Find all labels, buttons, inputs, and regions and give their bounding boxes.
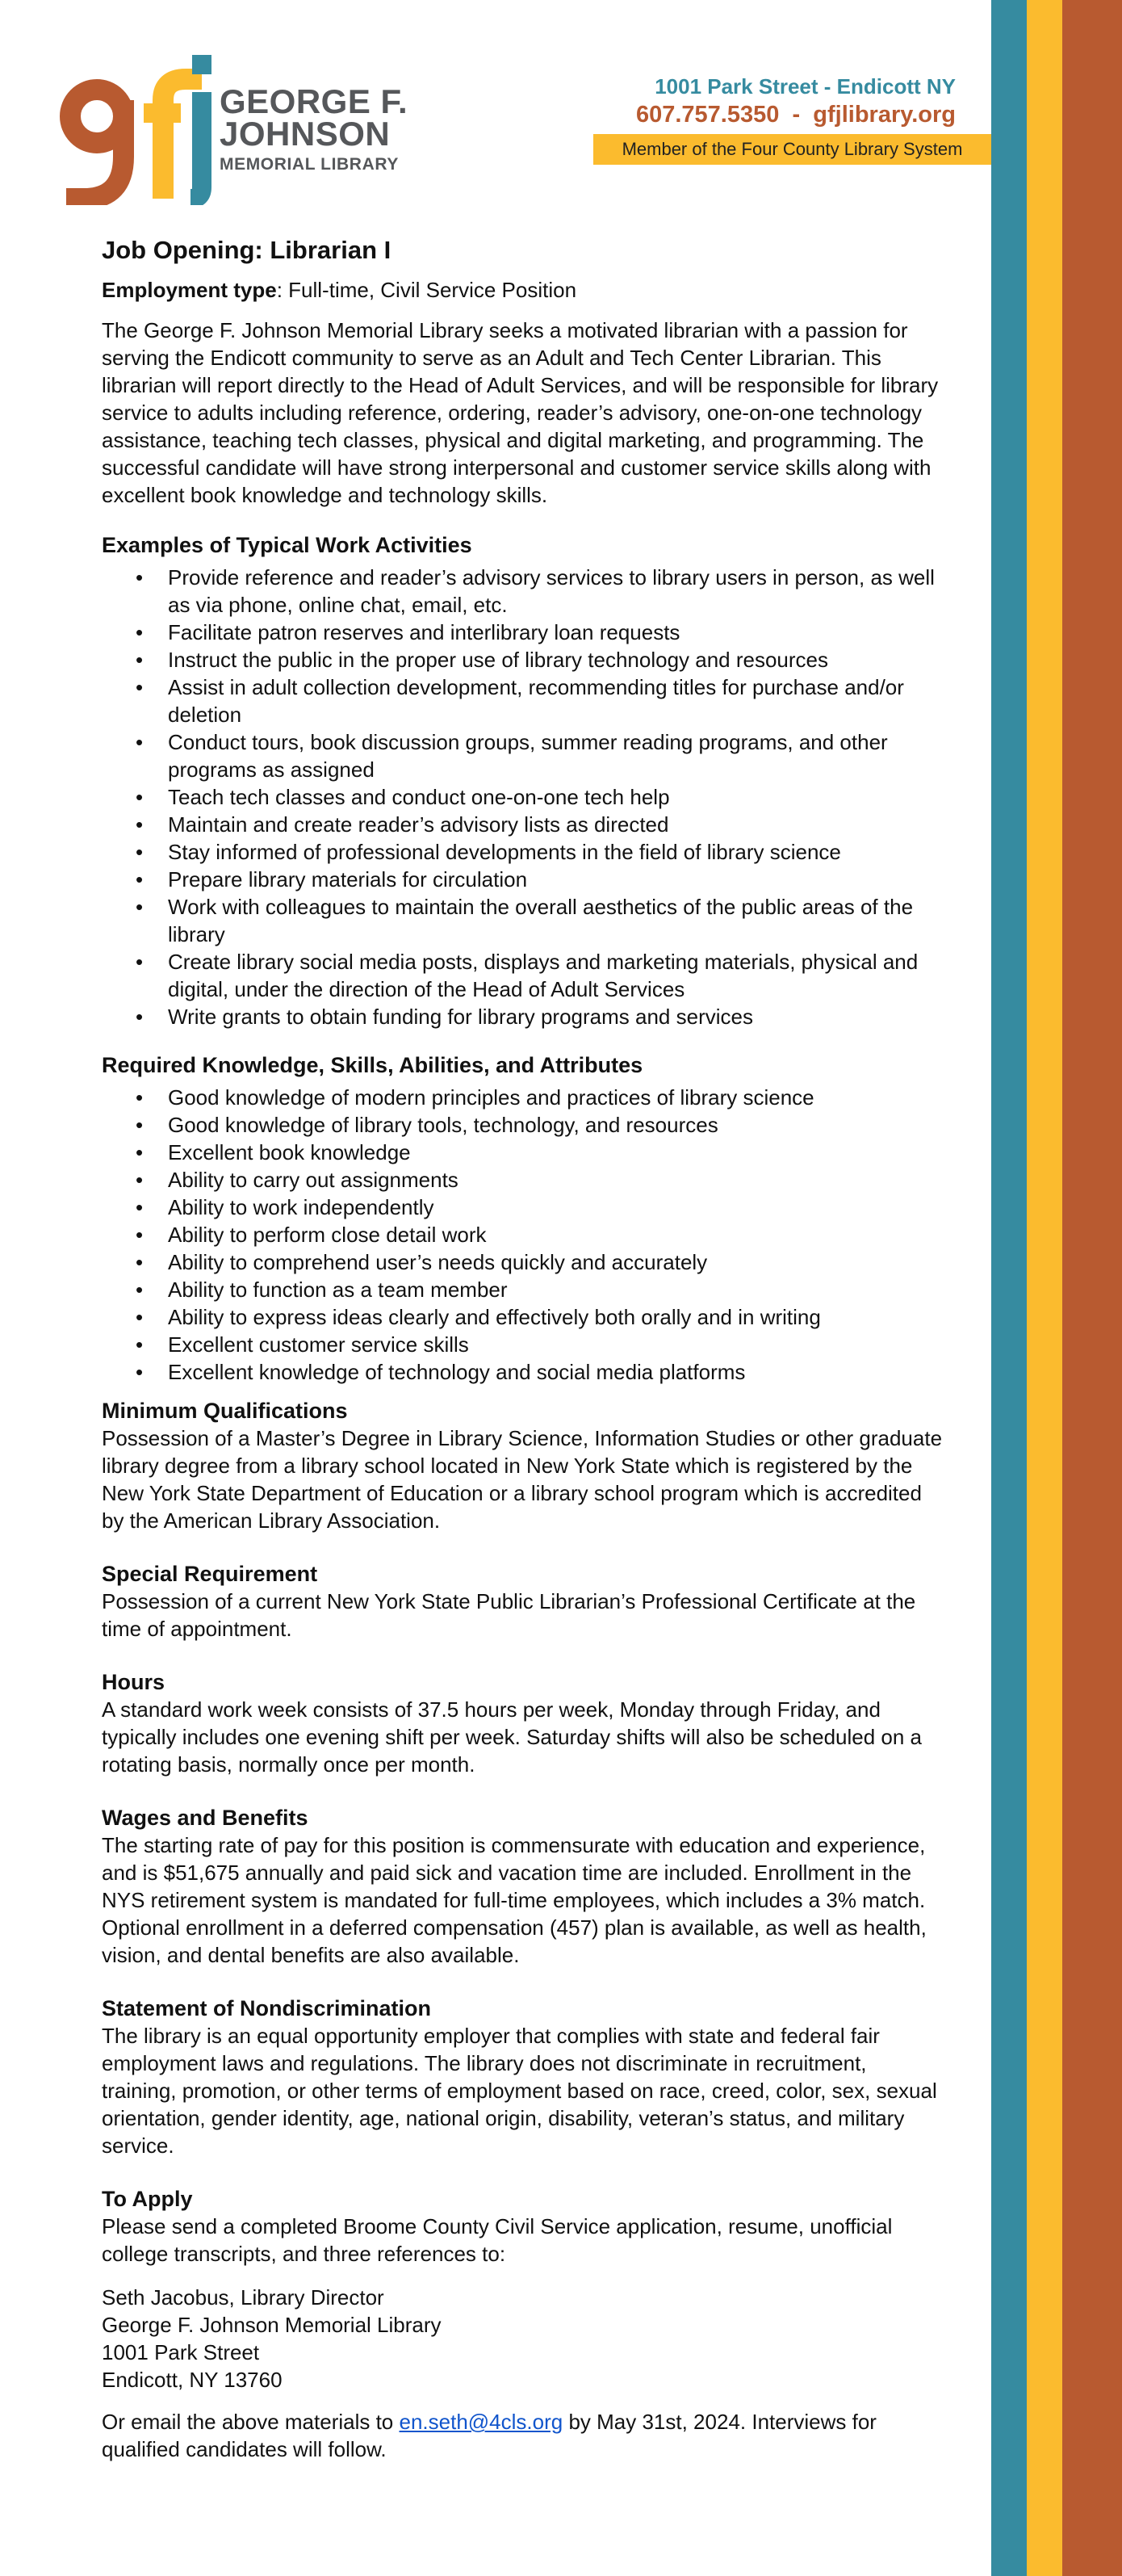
activities-list — [102, 564, 946, 1030]
apply-text: Please send a completed Broome County Civil Service application, resume, unofficial college transcripts, and three references to: — [102, 2214, 893, 2266]
list-item: • Maintain and create reader’s advisory lists as directed — [168, 811, 946, 838]
job-intro: The George F. Johnson Memorial Library seeks a motivated librarian with a passion for serving the Endicott community to serve as an Adult and Tech Center Librarian. This librarian will report directly to the Head of Adult Services, and will be responsible for library service to adults including reference, ordering, reader’s advisory, one-on-one technology assistance, teaching tech classes, physical and digital marketing, and programming. The successful candidate will have strong interpersonal and customer service skills along with excellent book knowledge and technology skills. — [102, 318, 939, 507]
stripe-rust — [1062, 0, 1122, 2576]
address-line: Seth Jacobus, Library Director — [102, 2285, 384, 2310]
list-item: • Ability to work independently — [168, 1194, 946, 1221]
employment-type-value: : Full-time, Civil Service Position — [276, 278, 577, 302]
logo-line-2: JOHNSON — [220, 115, 391, 153]
list-item: • Good knowledge of modern principles and practices of library science — [168, 1084, 946, 1111]
logo-wordmark — [220, 82, 408, 176]
library-logo — [60, 52, 415, 205]
nondiscrimination-text: The library is an equal opportunity employer that complies with state and federal fair employment laws and regulations. The library does not discriminate in recruitment, training, promotion, or other terms of employment based on race, creed, color, sex, sexual orientation, gender identity, age, national origin, disability, veteran’s status, and military service. — [102, 2024, 937, 2158]
special-requirement-section — [102, 1560, 946, 1643]
list-item: • Ability to carry out assignments — [168, 1166, 946, 1194]
min-qualifications-section — [102, 1397, 946, 1534]
list-item: • Provide reference and reader’s advisory services to library users in person, as well as via phone, online chat, email, etc. — [168, 564, 946, 619]
list-item: • Conduct tours, book discussion groups, summer reading programs, and other programs as assigned — [168, 728, 946, 783]
hours-heading: Hours — [102, 1670, 165, 1694]
email-suffix: by May 31st, 2024. Interviews for qualified candidates will follow. — [102, 2410, 877, 2461]
apply-section — [102, 2185, 946, 2463]
header-address: 1001 Park Street - Endicott NY — [655, 74, 956, 99]
list-item: • Ability to comprehend user’s needs quickly and accurately — [168, 1248, 946, 1276]
nondiscrimination-heading: Statement of Nondiscrimination — [102, 1996, 432, 2020]
skills-list — [102, 1084, 946, 1386]
address-line: George F. Johnson Memorial Library — [102, 2313, 442, 2337]
list-item: • Teach tech classes and conduct one-on-one tech help — [168, 783, 946, 811]
special-requirement-heading: Special Requirement — [102, 1562, 318, 1586]
header-phone: 607.757.5350 — [635, 102, 780, 128]
nondiscrimination-section — [102, 1995, 946, 2159]
header-phone-website — [636, 100, 956, 129]
wages-heading: Wages and Benefits — [102, 1806, 308, 1830]
stripe-teal — [991, 0, 1027, 2576]
min-qualifications-text: Possession of a Master’s Degree in Library Science, Information Studies or other graduate library degree from a library school located in New York State which is registered by the New York State Department of Education or a library school program which is accredited by the American Library Association. — [102, 1426, 943, 1533]
hours-text: A standard work week consists of 37.5 hours per week, Monday through Friday, and typically includes one evening shift per week. Saturday shifts will also be scheduled on a rotating basis, normally once per month. — [102, 1697, 923, 1777]
page-title: Job Opening: Librarian I — [102, 236, 391, 264]
list-item: • Facilitate patron reserves and interlibrary loan requests — [168, 619, 946, 646]
activities-heading: Examples of Typical Work Activities — [102, 533, 472, 557]
member-banner: Member of the Four County Library System — [593, 134, 991, 165]
stripe-gold — [1027, 0, 1062, 2576]
list-item: • Work with colleagues to maintain the overall aesthetics of the public areas of the library — [168, 893, 946, 948]
email-instructions — [102, 2408, 946, 2463]
header-separator: - — [792, 102, 801, 128]
list-item: • Excellent customer service skills — [168, 1331, 946, 1358]
address-line: Endicott, NY 13760 — [102, 2368, 283, 2392]
employment-type — [102, 276, 946, 304]
mailing-address — [102, 2284, 946, 2393]
apply-heading: To Apply — [102, 2187, 193, 2211]
special-requirement-text: Possession of a current New York State Public Librarian’s Professional Certificate at the time of appointment. — [102, 1589, 916, 1641]
list-item: • Good knowledge of library tools, technology, and resources — [168, 1111, 946, 1139]
wages-section — [102, 1804, 946, 1969]
hours-section — [102, 1668, 946, 1778]
contact-info — [636, 73, 956, 129]
header-website[interactable]: gfjlibrary.org — [813, 102, 956, 128]
list-item: • Instruct the public in the proper use of library technology and resources — [168, 646, 946, 673]
min-qualifications-heading: Minimum Qualifications — [102, 1399, 348, 1423]
skills-heading: Required Knowledge, Skills, Abilities, and Attributes — [102, 1053, 643, 1077]
list-item: • Excellent knowledge of technology and social media platforms — [168, 1358, 946, 1386]
list-item: • Excellent book knowledge — [168, 1139, 946, 1166]
list-item: • Write grants to obtain funding for library programs and services — [168, 1003, 946, 1030]
email-link[interactable]: en.seth@4cls.org — [399, 2410, 563, 2434]
list-item: • Ability to function as a team member — [168, 1276, 946, 1303]
list-item: • Stay informed of professional developments in the field of library science — [168, 838, 946, 866]
wages-text: The starting rate of pay for this position is commensurate with education and experience, and is $51,675 annually and paid sick and vacation time are included. Enrollment in the NYS retirement system is mandated for full-time employees, which includes a 3% match. Optional enrollment in a deferred compensation (457) plan is available, as well as health, vision, and dental benefits are also available. — [102, 1833, 927, 1967]
job-posting — [102, 234, 946, 2463]
list-item: • Ability to express ideas clearly and effectively both orally and in writing — [168, 1303, 946, 1331]
list-item: • Prepare library materials for circulation — [168, 866, 946, 893]
logo-line-1: GEORGE F. — [220, 82, 408, 120]
logo-line-3: MEMORIAL LIBRARY — [220, 155, 399, 174]
employment-type-label: Employment type — [102, 278, 277, 302]
list-item: • Ability to perform close detail work — [168, 1221, 946, 1248]
email-prefix: Or email the above materials to — [102, 2410, 400, 2434]
address-line: 1001 Park Street — [102, 2340, 260, 2364]
list-item: • Create library social media posts, displays and marketing materials, physical and digital, under the direction of the Head of Adult Services — [168, 948, 946, 1003]
gfj-logo-mark — [60, 52, 213, 205]
list-item: • Assist in adult collection development, recommending titles for purchase and/or deletion — [168, 673, 946, 728]
